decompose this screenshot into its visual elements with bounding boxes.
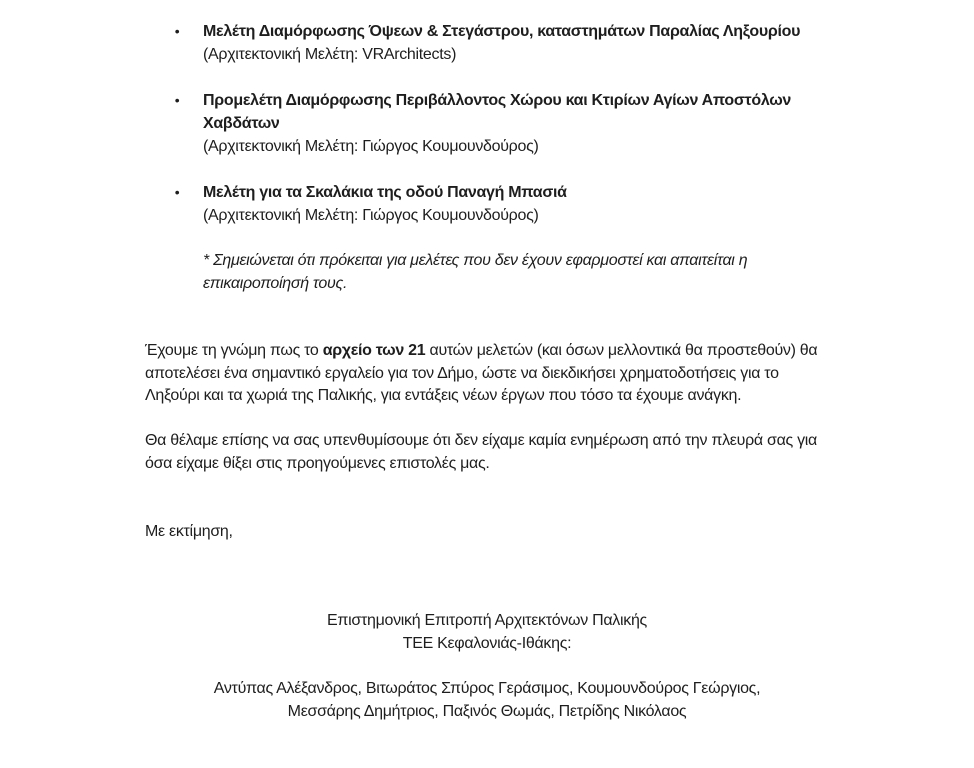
signature-members: [0, 678, 974, 723]
study-title: Μελέτη για τα Σκαλάκια της οδού Παναγή Μπασιά: [203, 184, 567, 201]
committee-name: Επιστημονική Επιτροπή Αρχιτεκτόνων Παλικής: [327, 612, 647, 629]
paragraph-text: αυτών μελετών (και όσων μελλοντικά θα προστεθούν) θα αποτελέσει ένα σημαντικό εργαλείο για τον Δήμο, ώστε να διεκδικήσει χρηματοδοτήσεις για το Ληξούρι και τα χωριά της Παλικής, για εντάξεις νέων έργων που τόσο τα έχουμε ανάγκη.: [145, 342, 818, 404]
committee-org: ΤΕΕ Κεφαλονιάς-Ιθάκης:: [402, 634, 572, 652]
paragraph-archive: [145, 340, 835, 408]
footnote: * Σημειώνεται ότι πρόκειται για μελέτες που δεν έχουν εφαρμοστεί και απαιτείται η επικαιροποίησή τους.: [203, 252, 748, 292]
study-title: Μελέτη Διαμόρφωσης Όψεων & Στεγάστρου, καταστημάτων Παραλίας Ληξουρίου: [203, 23, 801, 40]
signature-committee: [0, 610, 974, 655]
study-credit: (Αρχιτεκτονική Μελέτη: Γιώργος Κουμουνδούρος): [203, 138, 539, 155]
members-line: Αντύπας Αλέξανδρος, Βιτωράτος Σπύρος Γεράσιμος, Κουμουνδούρος Γεώργιος,: [213, 680, 761, 697]
study-title: Προμελέτη Διαμόρφωσης Περιβάλλοντος Χώρου και Κτιρίων Αγίων Αποστόλων Χαβδάτων: [203, 92, 792, 132]
members-line: Μεσσάρης Δημήτριος, Παξινός Θωμάς, Πετρίδης Νικόλαος: [287, 702, 687, 720]
paragraph-text: Έχουμε τη γνώμη πως το: [145, 342, 323, 359]
bold-phrase: αρχείο των 21: [322, 342, 426, 359]
bullet-icon: •: [174, 184, 180, 200]
study-credit: (Αρχιτεκτονική Μελέτη: VRArchitects): [203, 46, 457, 63]
bullet-icon: •: [174, 92, 180, 108]
paragraph-reminder: Θα θέλαμε επίσης να σας υπενθυμίσουμε ότι δεν είχαμε καμία ενημέρωση από την πλευρά σας για όσα είχαμε θίξει στις προηγούμενες επιστολές μας.: [145, 432, 817, 472]
studies-list: [172, 20, 812, 250]
study-credit: (Αρχιτεκτονική Μελέτη: Γιώργος Κουμουνδούρος): [203, 207, 539, 224]
list-item: [172, 20, 812, 66]
list-item: [172, 89, 812, 158]
bullet-icon: •: [174, 23, 180, 39]
closing-salutation: Με εκτίμηση,: [145, 523, 233, 540]
list-item: [172, 181, 812, 227]
